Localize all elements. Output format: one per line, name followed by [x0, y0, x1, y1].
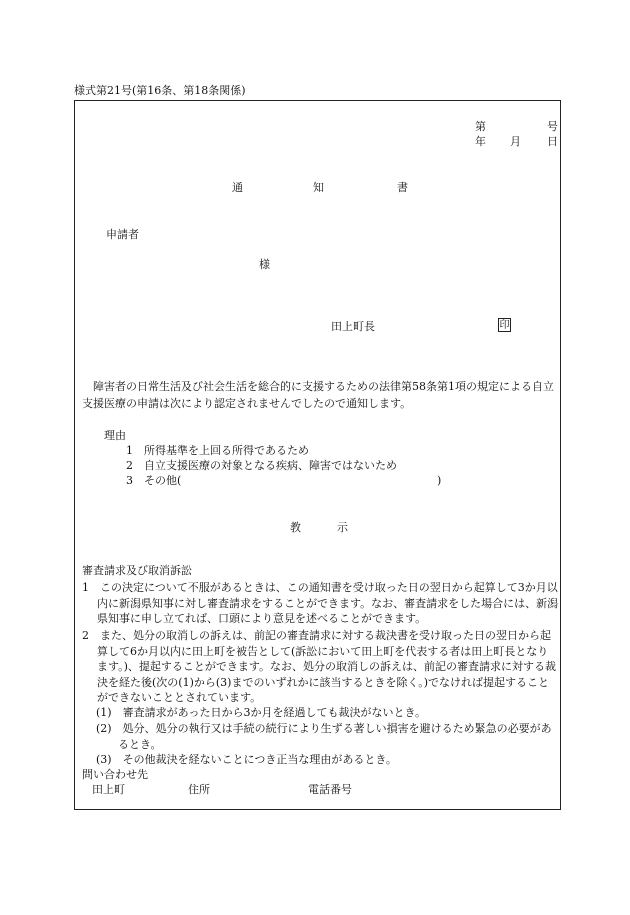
issuer-name: 田上町長: [331, 320, 375, 333]
appeal-paragraph: 2 また、処分の取消しの訴えは、前記の審査請求に対する裁決書を受け取った日の翌日から起算して6か月以内に田上町を被告として(訴訟において田上町を代表する者は田上町長となります。)、提起することができます。なお、処分の取消しの訴えは、前記の審査請求に対する裁決を経た後(次の(1)から(3)までのいずれかに該当するときを除く。)でなければ提起することができないこととされています。: [82, 629, 557, 704]
appeal-heading: 審査請求及び取消訴訟: [82, 564, 192, 577]
reason-heading: 理由: [104, 429, 126, 442]
date-day: 日: [547, 135, 558, 148]
seal-mark: 印: [499, 320, 510, 331]
instruction-title-char-2: 示: [337, 521, 348, 534]
reason-item: 3 その他(: [126, 474, 182, 487]
honorific: 様: [259, 258, 270, 271]
reason-item: 1 所得基準を上回る所得であるため: [126, 444, 309, 457]
contact-town: 田上町: [92, 783, 125, 796]
form-number-label: 様式第21号(第16条、第18条関係): [74, 84, 246, 97]
number-prefix: 第: [475, 120, 486, 133]
title-char-2: 知: [313, 181, 324, 194]
instruction-title-char-1: 教: [290, 521, 301, 534]
reason-item: 2 自立支援医療の対象となる疾病、障害ではないため: [126, 459, 397, 472]
date-year: 年: [475, 135, 486, 148]
appeal-sub-item: (2) 処分、処分の執行又は手続の続行により生ずる著しい損害を避けるため緊急の必要があるとき。: [96, 722, 552, 751]
date-month: 月: [510, 135, 521, 148]
number-suffix: 号: [547, 120, 558, 133]
appeal-sub-item: (3) その他裁決を経ないことにつき正当な理由があるとき。: [96, 753, 397, 766]
contact-address-label: 住所: [188, 783, 210, 796]
appeal-sub-item: (1) 審査請求があった日から3か月を経過しても裁決がないとき。: [96, 706, 427, 719]
appeal-paragraph: 1 この決定について不服があるときは、この通知書を受け取った日の翌日から起算して3か月以内に新潟県知事に対し審査請求をすることができます。なお、審査請求をした場合には、新潟県知事に申し立てれば、口頭により意見を述べることができます。: [82, 581, 559, 625]
contact-phone-label: 電話番号: [308, 783, 352, 796]
applicant-label: 申請者: [106, 228, 139, 241]
reason-item-close: ): [437, 474, 442, 487]
title-char-3: 書: [397, 181, 408, 194]
title-char-1: 通: [232, 181, 243, 194]
notice-body: 障害者の日常生活及び社会生活を総合的に支援するための法律第58条第1項の規定による自立支援医療の申請は次により認定されませんでしたので通知します。: [82, 380, 554, 410]
contact-heading: 問い合わせ先: [82, 768, 148, 781]
